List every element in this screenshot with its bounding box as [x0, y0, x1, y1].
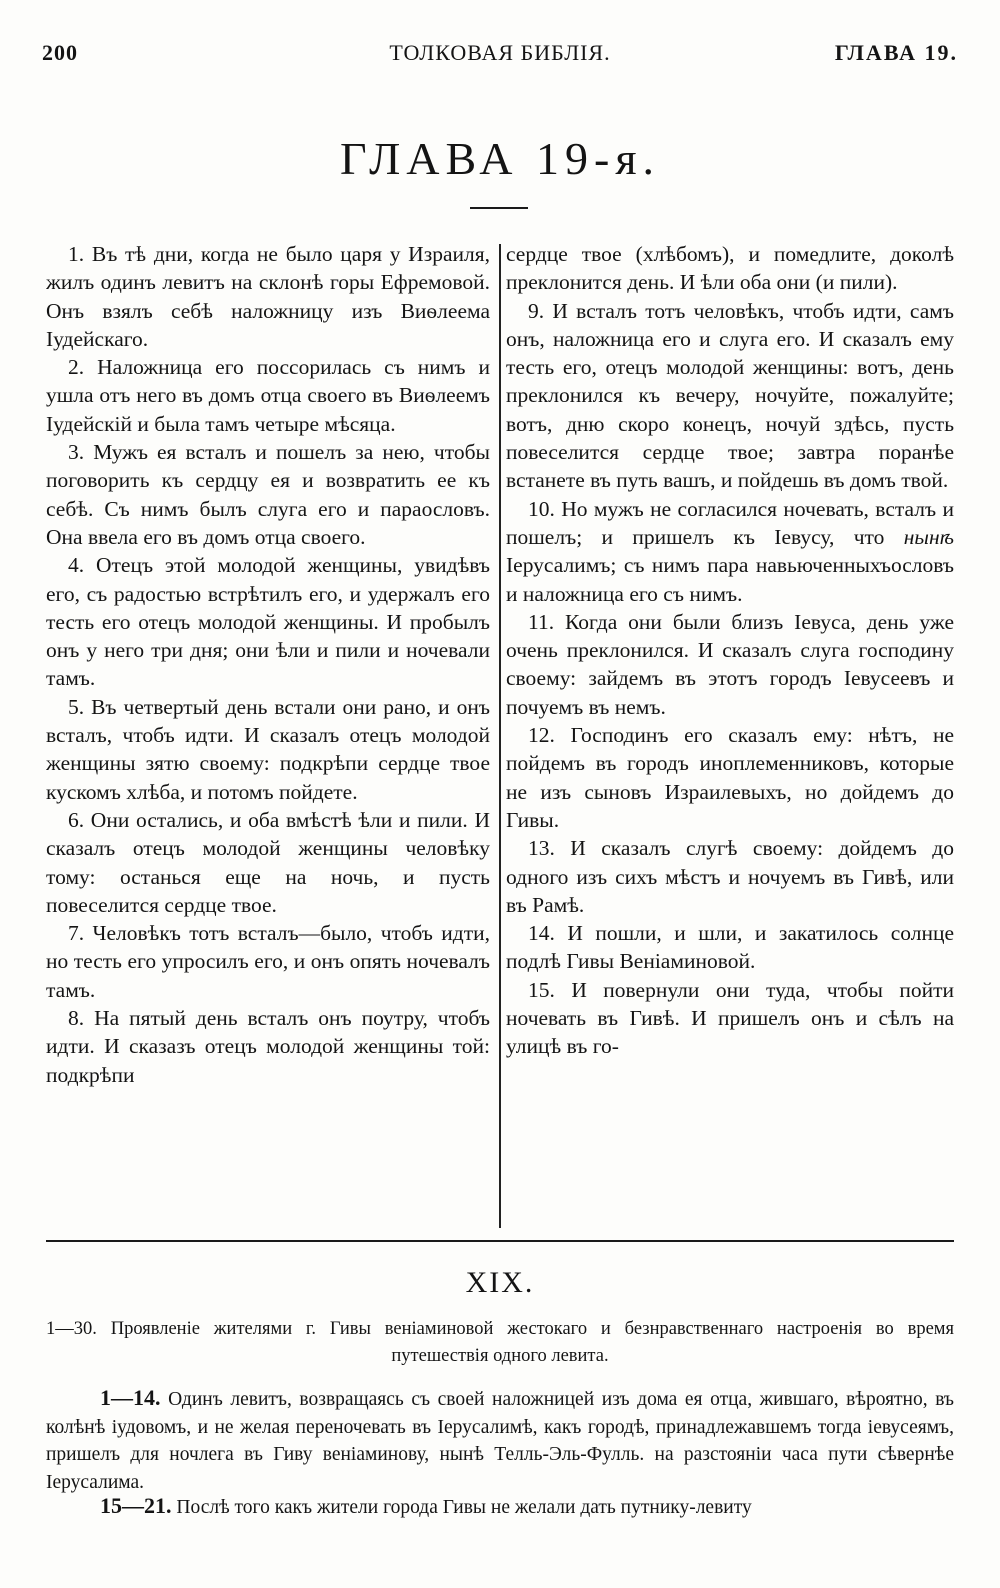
commentary-heading: XIX.	[465, 1266, 535, 1299]
verse-15: 15. И повернули они туда, чтобы пойти ночевать въ Гивѣ. И пришелъ онъ и сѣлъ на улицѣ въ го-	[506, 977, 954, 1059]
running-head	[42, 40, 958, 80]
verse-3: 3. Мужъ ея всталъ и пошелъ за нею, чтобы поговорить къ сердцу ея и возвратить ее къ себѣ. Съ нимъ былъ слуга его и параословъ. Она ввела его въ домъ отца своего.	[46, 440, 490, 549]
scripture-columns	[46, 240, 954, 1236]
section-rule	[46, 1240, 954, 1242]
commentary-text: Одинъ левитъ, возвращаясь съ своей наложницей изъ дома ея отца, жившаго, вѣроятно, въ колѣнѣ іудовомъ, и не желая переночевать въ Іерусалимѣ, какъ городѣ, принадлежавшемъ тогда іевусеямъ, пришелъ для ночлега въ Гиву веніаминову, нынѣ Телль-Эль-Фулль. на разстояніи часа пути сѣвернѣе Іерусалима.	[46, 1389, 954, 1493]
column-divider	[499, 244, 501, 1228]
left-column	[46, 240, 490, 1236]
title-rule	[470, 207, 528, 209]
verse-10	[506, 495, 954, 608]
page-number: 200	[42, 40, 78, 65]
commentary-verse-range: 15—21.	[100, 1493, 172, 1518]
verse-10-italic: нынѣ	[903, 524, 954, 549]
verse-8: 8. На пятый день всталъ онъ поутру, чтобъ идти. И сказазъ отецъ молодой женщины той: подкрѣпи	[46, 1006, 490, 1087]
verse-14: 14. И пошли, и шли, и закатилось солнце подлѣ Гивы Веніаминовой.	[506, 921, 954, 974]
commentary-summary: 1—30. Проявленіе жителями г. Гивы веніаминовой жестокаго и безнравственнаго настроенія во время путешествія одного левита.	[46, 1319, 954, 1366]
verse-8-continuation: сердце твое (хлѣбомъ), и помедлите, доколѣ преклонится день. И ѣли оба они (и пили).	[506, 242, 954, 295]
commentary-paragraph	[46, 1492, 954, 1526]
verse-13: 13. И сказалъ слугѣ своему: дойдемъ до одного изъ сихъ мѣстъ и ночуемъ въ Гивѣ, или въ Рамѣ.	[506, 836, 954, 917]
chapter-title: ГЛАВА 19-я.	[339, 133, 661, 184]
running-title: ТОЛКОВАЯ БИБЛІЯ.	[389, 40, 611, 65]
verse-2: 2. Наложница его поссорилась съ нимъ и ушла отъ него въ домъ отца своего въ Виѳлеемъ Іудейскій и была тамъ четыре мѣсяца.	[46, 355, 490, 436]
verse-10-text: 10. Но мужъ не согласился ночевать, всталъ и пошелъ; и пришелъ къ Іевусу, что	[506, 496, 954, 549]
verse-12: 12. Господинъ его сказалъ ему: нѣтъ, не пойдемъ въ городъ иноплеменниковъ, которые не изъ сыновъ Израилевыхъ, но дойдемъ до Гивы.	[506, 723, 954, 832]
verse-7: 7. Человѣкъ тотъ всталъ—было, чтобъ идти, но тесть его упросилъ его, и онъ опять ночевалъ тамъ.	[46, 921, 490, 1002]
commentary-verse-range: 1—14.	[100, 1385, 161, 1410]
verse-10-rest: Іерусалимъ; съ нимъ пара навьюченныхъословъ и наложница его съ нимъ.	[506, 553, 954, 606]
commentary-text: Послѣ того какъ жители города Гивы не желали дать путнику-левиту	[176, 1497, 752, 1518]
chapter-reference: ГЛАВА 19.	[834, 40, 958, 65]
verse-9: 9. И всталъ тотъ человѣкъ, чтобъ идти, самъ онъ, наложница его и слуга его. И сказалъ ему тесть его, отецъ молодой женщины: вотъ, день преклонился къ вечеру, ночуйте, пожалуйте; вотъ, дню скоро конецъ, ночуй здѣсь, пусть повеселится сердце твое; завтра поранѣе встанете въ путь вашъ, и пойдешь въ домъ твой.	[506, 298, 954, 493]
verse-11: 11. Когда они были близъ Іевуса, день уже очень преклонился. И сказалъ слуга господину своему: зайдемъ въ этотъ городъ Іевусеевъ и почуемъ въ немъ.	[506, 609, 954, 719]
verse-6: 6. Они остались, и оба вмѣстѣ ѣли и пили. И сказалъ отецъ молодой женщины человѣку тому: останься еще на ночь, и пусть повеселится сердце твое.	[46, 807, 490, 917]
verse-5: 5. Въ четвертый день встали они рано, и онъ всталъ, чтобъ идти. И сказалъ отецъ молодой женщины зятю своему: подкрѣпи сердце твое кускомъ хлѣба, и потомъ пойдете.	[46, 694, 490, 804]
commentary-paragraph	[46, 1384, 954, 1496]
right-column	[506, 240, 954, 1236]
verse-4: 4. Отецъ этой молодой женщины, увидѣвъ его, съ радостью встрѣтилъ его, и удержалъ его тесть его отецъ молодой женщины. И пробылъ онъ у него три дня; они ѣли и пили и ночевали тамъ.	[46, 553, 490, 691]
verse-1: 1. Въ тѣ дни, когда не было царя у Израиля, жилъ одинъ левитъ на склонѣ горы Ефремовой. Онъ взялъ себѣ наложницу изъ Виѳлеема Іудейскаго.	[46, 242, 490, 351]
